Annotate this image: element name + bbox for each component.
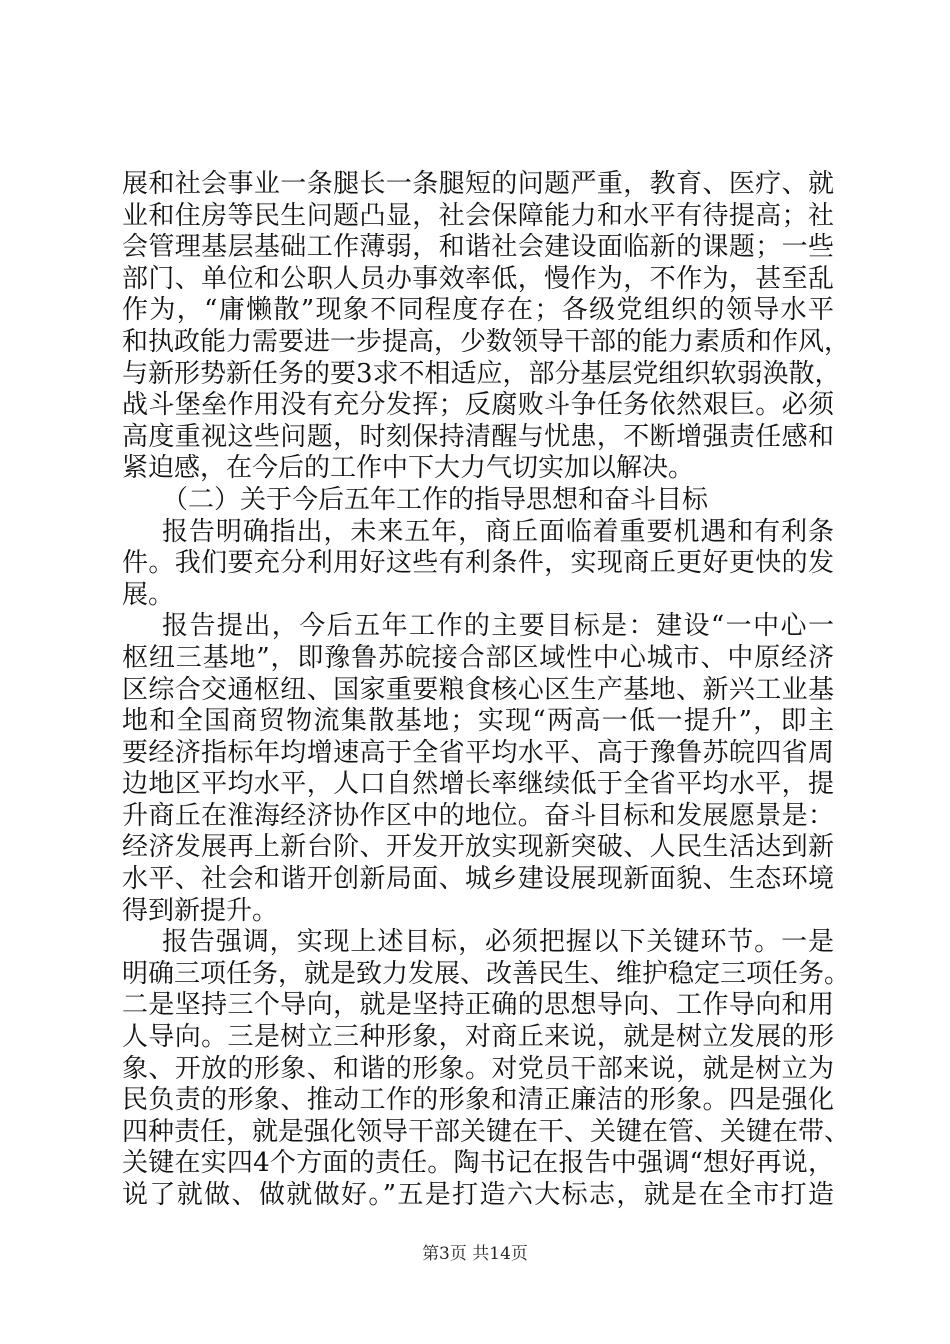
text-line: 升商丘在淮海经济协作区中的地位。奋斗目标和发展愿景是： [122, 800, 834, 831]
page-footer: 第3页 共14页 [422, 1244, 528, 1264]
text-line: 边地区平均水平，人口自然增长率继续低于全省平均水平，提 [122, 769, 834, 800]
text-line: 水平、社会和谐开创新局面、城乡建设展现新面貌、生态环境 [122, 864, 834, 895]
text-line: 说了就做、做就做好。”五是打造六大标志，就是在全市打造 [122, 1180, 834, 1210]
text-line: 件。我们要充分利用好这些有利条件，实现商丘更好更快的发 [122, 548, 834, 579]
text-line: 和执政能力需要进一步提高，少数领导干部的能力素质和作风， [122, 326, 851, 357]
text-line: 与新形势新任务的要3求不相适应，部分基层党组织软弱涣散， [122, 358, 841, 389]
text-line: 二是坚持三个导向，就是坚持正确的思想导向、工作导向和用 [122, 990, 834, 1021]
text-line: 报告提出，今后五年工作的主要目标是：建设“一中心一 [162, 611, 834, 642]
text-line: 高度重视这些问题，时刻保持清醒与忧患，不断增强责任感和 [122, 421, 834, 452]
text-line: 象、开放的形象、和谐的形象。对党员干部来说，就是树立为 [122, 1053, 834, 1084]
text-line: 明确三项任务，就是致力发展、改善民生、维护稳定三项任务。 [122, 958, 851, 989]
text-line: 地和全国商贸物流集散基地；实现“两高一低一提升”，即主 [122, 706, 834, 737]
text-line: 区综合交通枢纽、国家重要粮食核心区生产基地、新兴工业基 [122, 674, 834, 705]
text-line: 四种责任，就是强化领导干部关键在干、关键在管、关键在带、 [122, 1116, 851, 1147]
text-line: 作为，“庸懒散”现象不同程度存在；各级党组织的领导水平 [122, 295, 834, 326]
text-line: 要经济指标年均增速高于全省平均水平、高于豫鲁苏皖四省周 [122, 737, 834, 768]
text-line: 枢纽三基地”，即豫鲁苏皖接合部区域性中心城市、中原经济 [122, 642, 834, 673]
text-line: 展。 [122, 579, 175, 610]
text-line: 关键在实四4个方面的责任。陶书记在报告中强调“想好再说， [122, 1148, 834, 1179]
text-line: 会管理基层基础工作薄弱，和谐社会建设面临新的课题；一些 [122, 232, 834, 263]
text-line: 战斗堡垒作用没有充分发挥；反腐败斗争任务依然艰巨。必须 [122, 390, 834, 421]
text-line: 紧迫感，在今后的工作中下大力气切实加以解决。 [122, 453, 695, 484]
text-line: 得到新提升。 [122, 895, 279, 926]
text-line: 报告明确指出，未来五年，商丘面临着重要机遇和有利条 [162, 516, 834, 547]
document-body [122, 169, 851, 1212]
text-line: 人导向。三是树立三种形象，对商丘来说，就是树立发展的形 [122, 1022, 834, 1053]
text-line: （二）关于今后五年工作的指导思想和奋斗目标 [162, 484, 709, 515]
text-line: 民负责的形象、推动工作的形象和清正廉洁的形象。四是强化 [122, 1085, 834, 1116]
text-line: 经济发展再上新台阶、开发开放实现新突破、人民生活达到新 [122, 832, 834, 863]
text-line: 部门、单位和公职人员办事效率低，慢作为，不作为，甚至乱 [122, 263, 834, 294]
text-line: 业和住房等民生问题凸显，社会保障能力和水平有待提高；社 [122, 200, 834, 231]
text-line: 展和社会事业一条腿长一条腿短的问题严重，教育、医疗、就 [122, 169, 834, 199]
text-line: 报告强调，实现上述目标，必须把握以下关键环节。一是 [162, 927, 834, 958]
